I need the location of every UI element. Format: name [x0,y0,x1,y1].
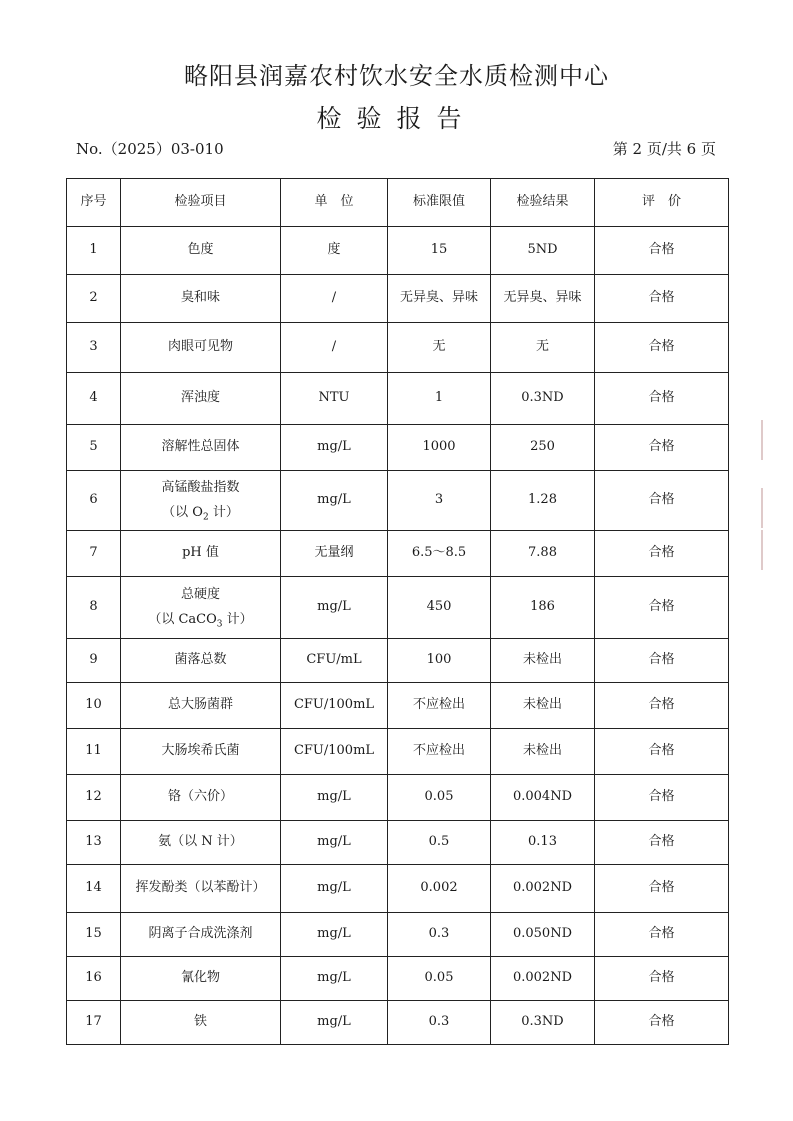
row-number [67,639,121,683]
standard-limit-text: 0.05 [424,789,454,805]
standard-limit-text: 6.5～8.5 [411,545,467,561]
standard-limit [388,227,491,275]
evaluation-text: 合格 [648,242,675,258]
table-row [67,227,729,275]
standard-limit [388,865,491,913]
standard-limit-text: 0.002 [420,880,458,896]
evaluation [595,913,729,957]
test-item-note [121,608,280,633]
evaluation-text: 合格 [648,652,675,668]
unit [281,323,388,373]
standard-limit [388,639,491,683]
evaluation [595,577,729,639]
standard-limit [388,957,491,1001]
row-number-text: 1 [89,242,98,258]
unit-text: mg/L [317,789,351,805]
table-row [67,639,729,683]
row-number-text: 8 [89,599,98,615]
evaluation [595,373,729,425]
test-item-text: 菌落总数 [174,652,227,668]
row-number [67,323,121,373]
standard-limit [388,775,491,821]
row-number-text: 4 [89,390,98,406]
standard-limit-text: 1000 [422,439,456,455]
note-suffix: 计） [222,611,253,627]
test-item [121,531,281,577]
standard-limit-text: 100 [426,652,452,668]
unit [281,913,388,957]
unit-text: mg/L [317,970,351,986]
row-number-text: 7 [89,545,98,561]
evaluation-text: 合格 [648,880,675,896]
row-number-text: 16 [85,970,102,986]
test-item-text: 肉眼可见物 [167,339,233,355]
test-result-text: 0.002ND [512,880,572,896]
test-result [491,957,595,1001]
evaluation [595,865,729,913]
test-item [121,323,281,373]
test-item [121,913,281,957]
test-item [121,227,281,275]
test-item [121,577,281,639]
evaluation [595,821,729,865]
test-result-text: 无 [535,339,549,355]
seal-edge-mark [761,420,785,460]
row-number [67,531,121,577]
standard-limit [388,729,491,775]
test-result-text: 未检出 [522,697,562,713]
table-row [67,913,729,957]
report-number: No.（2025）03-010 [76,140,224,158]
seal-edge-mark [761,488,785,528]
test-item-note [121,501,280,526]
test-item-text: 氨（以 N 计） [158,834,243,850]
unit-text: CFU/100mL [293,697,375,713]
row-number [67,913,121,957]
evaluation-text: 合格 [648,290,675,306]
standard-limit-text: 0.3 [428,1014,450,1030]
test-result [491,821,595,865]
standard-limit-text: 0.05 [424,970,454,986]
test-result [491,577,595,639]
unit [281,639,388,683]
test-item-text: 色度 [187,242,214,258]
test-result [491,775,595,821]
unit [281,729,388,775]
evaluation-text: 合格 [648,599,675,615]
test-item-text: 氰化物 [180,970,220,986]
unit [281,275,388,323]
standard-limit [388,471,491,531]
test-result-text: 未检出 [522,652,562,668]
unit [281,1001,388,1045]
evaluation [595,425,729,471]
row-number [67,729,121,775]
test-item [121,639,281,683]
evaluation [595,639,729,683]
unit-text: mg/L [317,834,351,850]
row-number-text: 17 [85,1014,102,1030]
row-number [67,471,121,531]
unit-text: CFU/100mL [293,743,375,759]
evaluation [595,275,729,323]
evaluation-text: 合格 [648,545,675,561]
test-result-text: 186 [530,599,555,615]
row-number [67,227,121,275]
standard-limit [388,425,491,471]
evaluation-text: 合格 [648,439,675,455]
column-header: 检验结果 [491,179,595,227]
test-result [491,275,595,323]
table-row [67,683,729,729]
note-suffix: 计） [208,504,239,520]
unit [281,775,388,821]
row-number-text: 9 [89,652,98,668]
unit [281,683,388,729]
evaluation [595,531,729,577]
test-result [491,729,595,775]
test-result [491,425,595,471]
unit-text: mg/L [317,926,351,942]
unit-text: NTU [318,390,350,406]
unit-text: mg/L [317,492,351,508]
org-title: 略阳县润嘉农村饮水安全水质检测中心 [184,62,609,90]
standard-limit [388,373,491,425]
standard-limit [388,531,491,577]
unit [281,821,388,865]
evaluation [595,729,729,775]
standard-limit-text: 不应检出 [412,743,465,759]
test-result [491,471,595,531]
test-item [121,821,281,865]
unit [281,865,388,913]
evaluation-text: 合格 [648,834,675,850]
table-row [67,957,729,1001]
evaluation [595,1001,729,1045]
row-number-text: 3 [89,339,98,355]
evaluation [595,323,729,373]
unit-text: / [331,290,337,306]
standard-limit [388,913,491,957]
row-number [67,425,121,471]
evaluation-text: 合格 [648,492,675,508]
test-item-text: 铁 [193,1014,207,1030]
evaluation-text: 合格 [648,339,675,355]
evaluation [595,957,729,1001]
test-result-text: 0.3ND [521,390,564,406]
test-result [491,1001,595,1045]
standard-limit-text: 0.5 [428,834,450,850]
unit-text: / [331,339,337,355]
unit [281,227,388,275]
test-item-text: 总硬度 [180,586,220,602]
test-item-text: 大肠埃希氏菌 [161,743,240,759]
test-result-text: 0.004ND [512,789,572,805]
unit [281,577,388,639]
report-title: 检验报告 [316,104,477,133]
row-number [67,775,121,821]
test-item-text: 挥发酚类（以苯酚计） [135,880,266,896]
standard-limit-text: 不应检出 [412,697,465,713]
evaluation-text: 合格 [648,789,675,805]
column-header: 评 价 [595,179,729,227]
test-result [491,639,595,683]
evaluation [595,683,729,729]
row-number-text: 15 [85,926,102,942]
row-number [67,577,121,639]
unit [281,957,388,1001]
test-result [491,531,595,577]
page-indicator: 第 2 页/共 6 页 [612,140,716,158]
test-result [491,227,595,275]
row-number [67,1001,121,1045]
unit-text: mg/L [317,880,351,896]
row-number [67,275,121,323]
test-item [121,775,281,821]
unit-text: mg/L [317,439,351,455]
unit-text: CFU/mL [306,652,362,668]
table-row [67,425,729,471]
evaluation [595,227,729,275]
row-number [67,865,121,913]
standard-limit-text: 1 [434,390,444,406]
note-subscript: 3 [216,619,223,630]
standard-limit [388,1001,491,1045]
test-result-text: 未检出 [522,743,562,759]
evaluation-text: 合格 [648,390,675,406]
row-number-text: 6 [89,492,98,508]
standard-limit [388,821,491,865]
test-result-text: 0.13 [528,834,557,850]
evaluation-text: 合格 [648,926,675,942]
row-number-text: 12 [85,789,102,805]
standard-limit-text: 3 [434,492,444,508]
table-row [67,577,729,639]
unit-text: 无量纲 [314,545,354,561]
standard-limit [388,275,491,323]
standard-limit [388,683,491,729]
evaluation [595,471,729,531]
test-item-text: pH 值 [182,545,219,561]
standard-limit [388,323,491,373]
unit-text: 度 [327,242,341,258]
results-table [66,178,729,1045]
test-item-text: 阴离子合成洗涤剂 [148,926,253,942]
table-row [67,373,729,425]
unit [281,471,388,531]
evaluation [595,775,729,821]
test-item-text: 铬（六价） [167,789,233,805]
standard-limit-text: 无 [432,339,446,355]
test-result-text: 0.002ND [512,970,572,986]
test-result [491,373,595,425]
test-item [121,683,281,729]
table-row [67,275,729,323]
evaluation-text: 合格 [648,970,675,986]
test-item-text: 臭和味 [180,290,220,306]
unit-text: mg/L [317,599,351,615]
test-item [121,729,281,775]
row-number-text: 5 [89,439,98,455]
table-row [67,471,729,531]
table-row [67,1001,729,1045]
column-header: 单 位 [281,179,388,227]
row-number [67,683,121,729]
test-item [121,425,281,471]
table-header-row [67,179,729,227]
row-number-text: 11 [85,743,102,759]
unit-text: mg/L [317,1014,351,1030]
table-row [67,531,729,577]
column-header: 检验项目 [121,179,281,227]
table-row [67,775,729,821]
note-prefix: （以 O [162,504,203,520]
unit [281,425,388,471]
test-result-text: 0.050ND [512,926,572,942]
standard-limit-text: 无异臭、异味 [399,290,478,306]
evaluation-text: 合格 [648,697,675,713]
test-item-text: 溶解性总固体 [161,439,240,455]
test-result-text: 0.3ND [521,1014,564,1030]
note-subscript: 2 [202,512,209,523]
standard-limit-text: 450 [426,599,452,615]
row-number [67,373,121,425]
test-result [491,865,595,913]
test-result [491,683,595,729]
table-body [67,227,729,1045]
test-item-text: 高锰酸盐指数 [161,479,240,495]
test-item [121,471,281,531]
row-number-text: 13 [85,834,102,850]
standard-limit-text: 15 [430,242,448,258]
test-result [491,323,595,373]
table-row [67,865,729,913]
test-result-text: 1.28 [528,492,557,508]
row-number-text: 14 [85,880,102,896]
row-number-text: 10 [85,697,102,713]
test-item-text: 总大肠菌群 [167,697,233,713]
column-header: 标准限值 [388,179,491,227]
test-result [491,913,595,957]
table-row [67,729,729,775]
test-result-text: 无异臭、异味 [503,290,582,306]
test-item [121,957,281,1001]
test-item [121,373,281,425]
row-number [67,957,121,1001]
table-row [67,821,729,865]
test-result-text: 7.88 [528,545,557,561]
unit [281,373,388,425]
test-item [121,1001,281,1045]
test-item-text: 浑浊度 [180,390,220,406]
evaluation-text: 合格 [648,743,675,759]
test-item [121,865,281,913]
seal-edge-mark [761,530,785,570]
standard-limit-text: 0.3 [428,926,450,942]
standard-limit [388,577,491,639]
test-result-text: 250 [530,439,555,455]
test-item [121,275,281,323]
column-header: 序号 [67,179,121,227]
table-row [67,323,729,373]
row-number [67,821,121,865]
test-result-text: 5ND [527,242,558,258]
row-number-text: 2 [89,290,98,306]
unit [281,531,388,577]
evaluation-text: 合格 [648,1014,675,1030]
note-prefix: （以 CaCO [148,611,217,627]
